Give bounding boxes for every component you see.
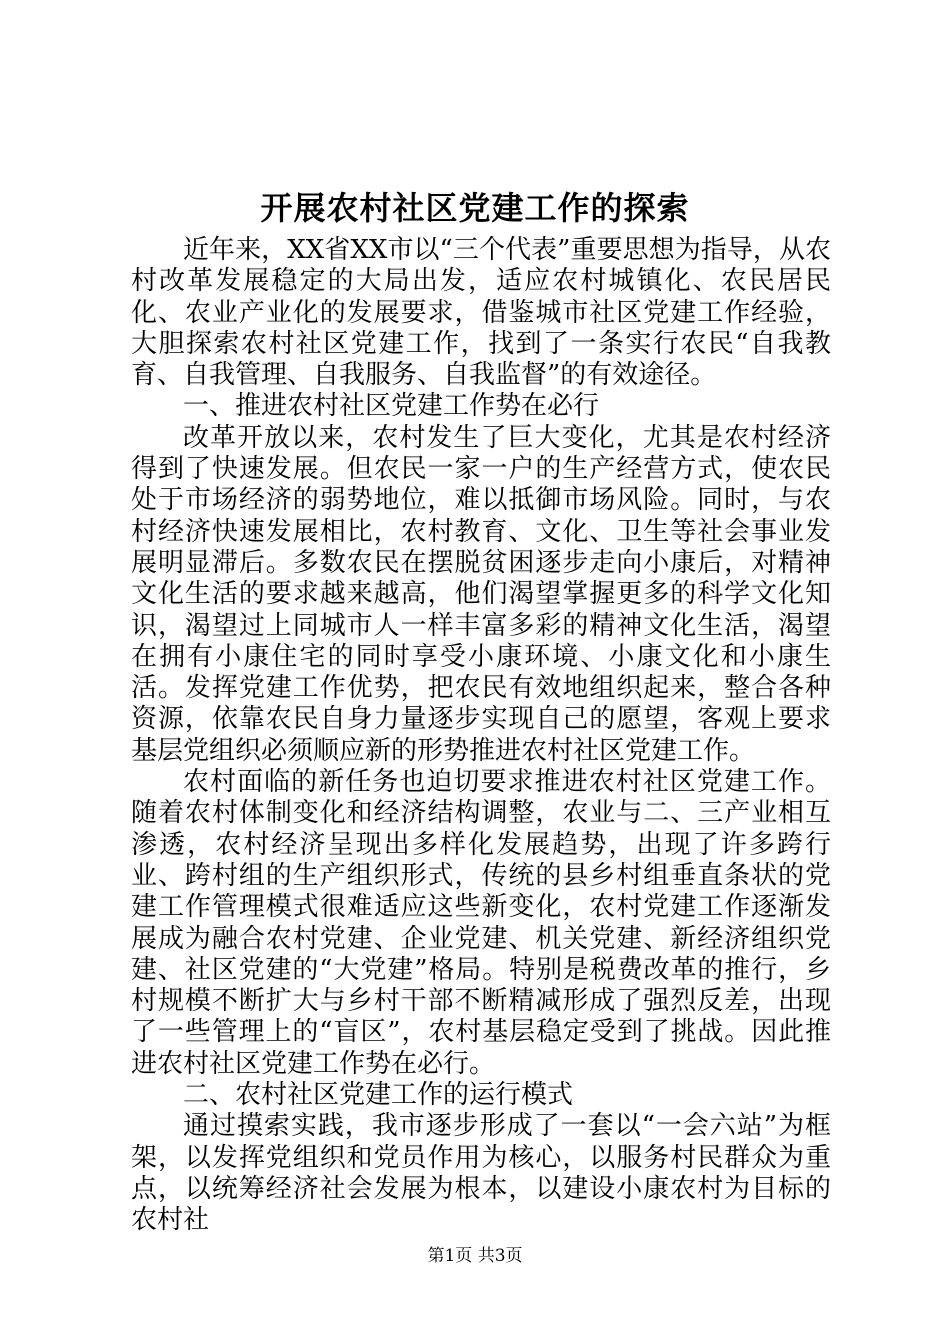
- document-title: 开展农村社区党建工作的探索: [260, 189, 690, 227]
- paragraph-intro: 近年来，XX省XX市以“三个代表”重要思想为指导，从农村改革发展稳定的大局出发，适应农村城镇化、农民居民化、农业产业化的发展要求，借鉴城市社区党建工作经验，大胆探索农村社区党建工作，找到了一条实行农民“自我教育、自我管理、自我服务、自我监督”的有效途径。: [131, 235, 831, 391]
- page-number-footer: 第1页 共3页: [427, 1246, 523, 1266]
- document-body: [131, 235, 831, 1237]
- paragraph: 改革开放以来，农村发生了巨大变化，尤其是农村经济得到了快速发展。但农民一家一户的生产经营方式，使农民处于市场经济的弱势地位，难以抵御市场风险。同时，与农村经济快速发展相比，农村教育、文化、卫生等社会事业发展明显滞后。多数农民在摆脱贫困逐步走向小康后，对精神文化生活的要求越来越高，他们渴望掌握更多的科学文化知识，渴望过上同城市人一样丰富多彩的精神文化生活，渴望在拥有小康住宅的同时享受小康环境、小康文化和小康生活。发挥党建工作优势，把农民有效地组织起来，整合各种资源，依靠农民自身力量逐步实现自己的愿望，客观上要求基层党组织必须顺应新的形势推进农村社区党建工作。: [131, 422, 831, 766]
- section-heading-2: 二、农村社区党建工作的运行模式: [183, 1080, 574, 1111]
- paragraph: 农村面临的新任务也迫切要求推进农村社区党建工作。随着农村体制变化和经济结构调整，农业与二、三产业相互渗透，农村经济呈现出多样化发展趋势，出现了许多跨行业、跨村组的生产组织形式，传统的县乡村组垂直条状的党建工作管理模式很难适应这些新变化，农村党建工作逐渐发展成为融合农村党建、企业党建、机关党建、新经济组织党建、社区党建的“大党建”格局。特别是税费改革的推行，乡村规模不断扩大与乡村干部不断精减形成了强烈反差，出现了一些管理上的“盲区”，农村基层稳定受到了挑战。因此推进农村社区党建工作势在必行。: [131, 767, 831, 1079]
- paragraph: 通过摸索实践，我市逐步形成了一套以“一会六站”为框架，以发挥党组织和党员作用为核心，以服务村民群众为重点，以统筹经济社会发展为根本，以建设小康农村为目标的农村社: [131, 1111, 831, 1236]
- section-heading-1: 一、推进农村社区党建工作势在必行: [183, 391, 600, 422]
